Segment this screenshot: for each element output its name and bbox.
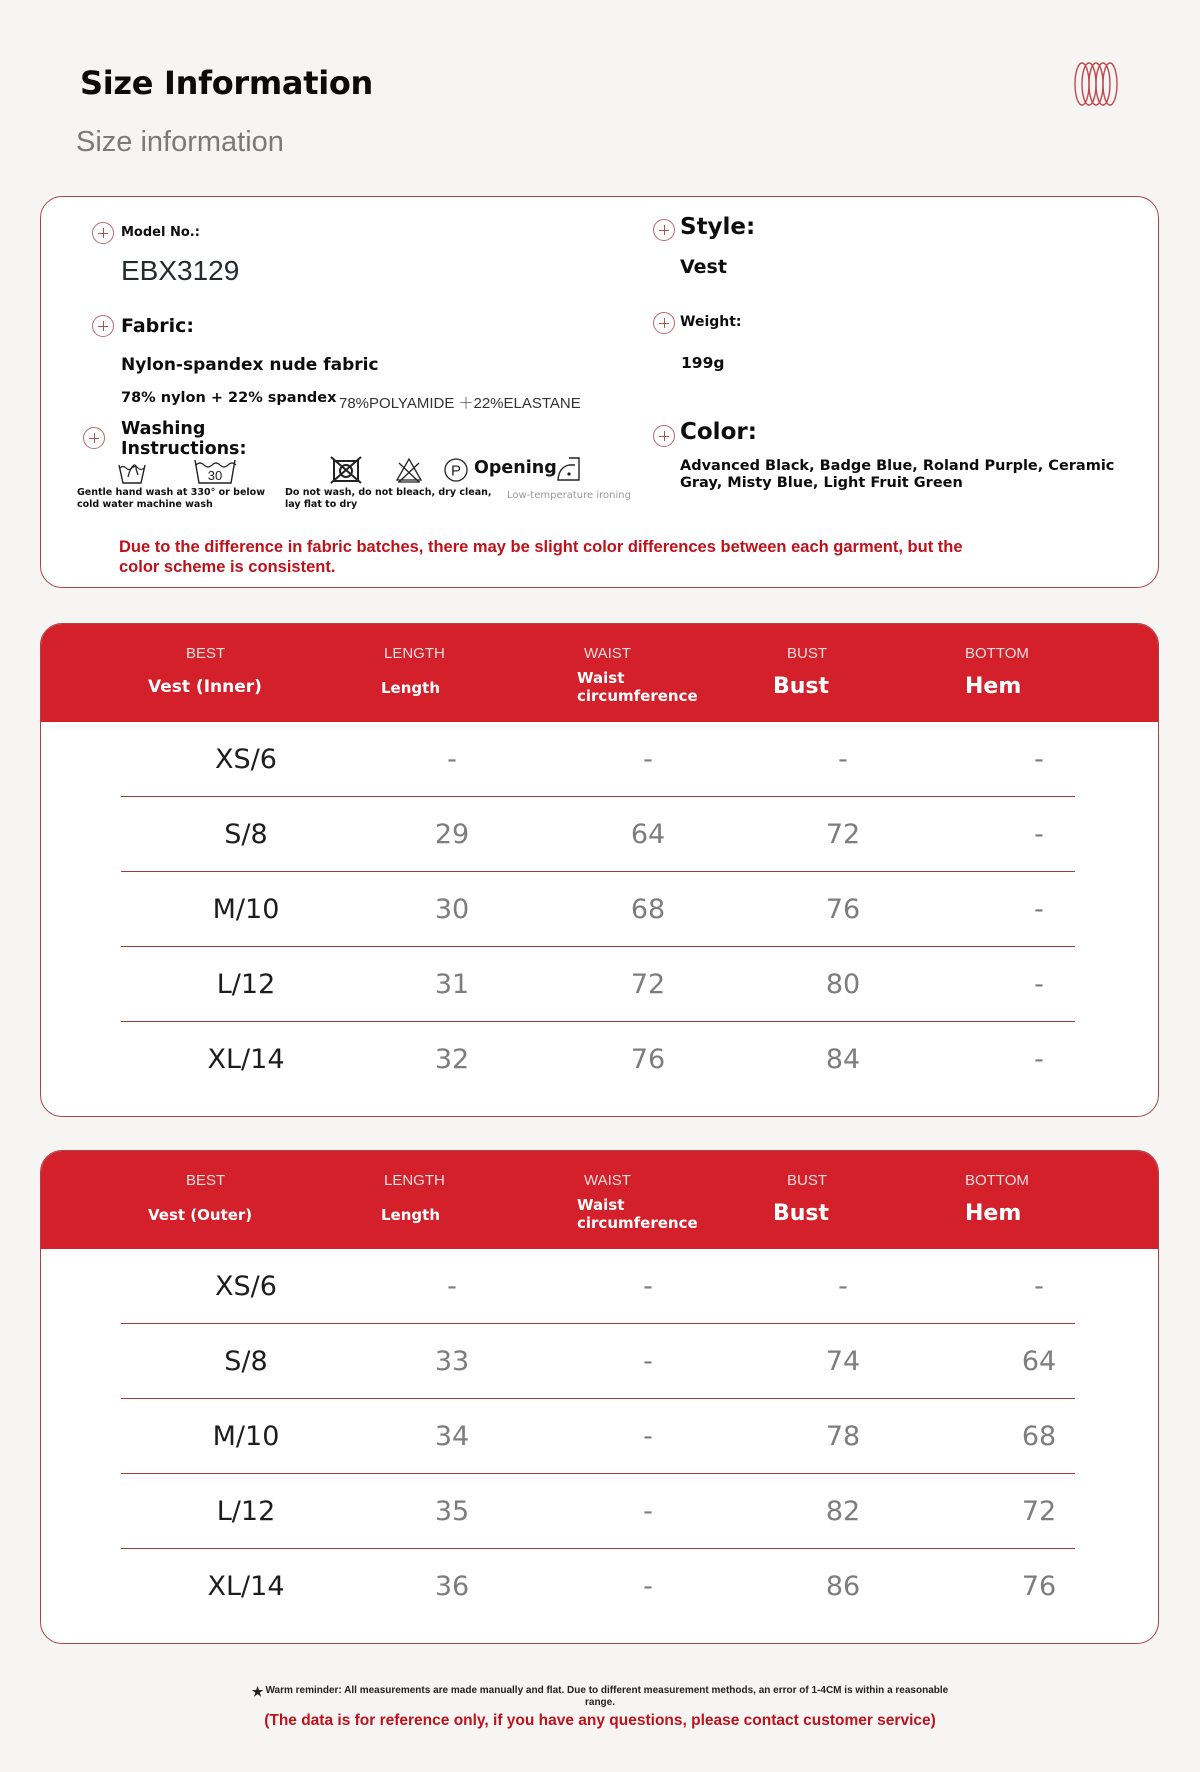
care-caption-dry: Do not wash, do not bleach, dry clean, lay flat to dry <box>285 487 492 510</box>
dry-clean-p-icon <box>443 457 469 483</box>
measurement-cell: - <box>1034 819 1044 850</box>
table-row <box>121 1324 1075 1399</box>
measurement-cell: 86 <box>825 1571 861 1602</box>
measurement-cell: 72 <box>1021 1496 1057 1527</box>
measurement-cell: - <box>1034 1271 1044 1302</box>
measurement-cell: - <box>447 1271 457 1302</box>
size-label: XS/6 <box>215 1271 277 1302</box>
table-row <box>121 1022 1075 1097</box>
size-table-inner <box>40 623 1159 1117</box>
measurement-cell: - <box>643 1496 653 1527</box>
measurement-cell: 36 <box>434 1571 470 1602</box>
fabric-composition: 78% nylon + 22% spandex <box>121 390 337 406</box>
header-col-length: LENGTH Length <box>381 645 445 697</box>
star-icon: ★ <box>251 1684 264 1699</box>
measurement-cell: - <box>1034 894 1044 925</box>
wash-30-icon <box>193 457 237 485</box>
model-label: Model No.: <box>121 225 200 240</box>
measurement-cell: - <box>1034 744 1044 775</box>
plus-circle-icon <box>653 219 675 241</box>
size-label: M/10 <box>212 894 280 925</box>
washing-label: Washing Instructions: <box>121 419 247 459</box>
measurement-cell: 76 <box>825 894 861 925</box>
weight-label: Weight: <box>680 314 742 330</box>
size-label: L/12 <box>216 969 276 1000</box>
svg-text:P: P <box>450 462 462 480</box>
measurement-cell: - <box>1034 1044 1044 1075</box>
size-label: S/8 <box>224 1346 268 1377</box>
size-label: XS/6 <box>215 744 277 775</box>
header-col-bust: BUST Bust <box>773 1172 830 1226</box>
style-value: Vest <box>680 256 727 278</box>
reminder-text: Warm reminder: All measurements are made manually and flat. Due to different measurement methods, an error of 1-4CM is within a reasonable range. <box>265 1685 949 1708</box>
measurement-cell: 34 <box>434 1421 470 1452</box>
table-row <box>121 1474 1075 1549</box>
measurement-cell: - <box>643 1571 653 1602</box>
measurement-cell: 72 <box>630 969 666 1000</box>
style-label: Style: <box>680 214 756 240</box>
table-row <box>121 947 1075 1022</box>
measurement-cell: 64 <box>1021 1346 1057 1377</box>
table-body <box>121 1249 1075 1624</box>
header-col-length: LENGTH Length <box>381 1172 445 1224</box>
size-label: XL/14 <box>207 1044 285 1075</box>
measurement-cell: 76 <box>1021 1571 1057 1602</box>
measurement-cell: - <box>643 1346 653 1377</box>
measurement-cell: - <box>643 744 653 775</box>
iron-low-icon <box>555 455 583 483</box>
size-label: S/8 <box>224 819 268 850</box>
measurement-cell: 84 <box>825 1044 861 1075</box>
measurement-cell: 32 <box>434 1044 470 1075</box>
measurement-cell: 68 <box>1021 1421 1057 1452</box>
header-col-waist: WAIST Waist circumference <box>577 1172 698 1232</box>
measurement-cell: - <box>838 1271 848 1302</box>
measurement-cell: 31 <box>434 969 470 1000</box>
product-info-card <box>40 196 1159 588</box>
measurement-reminder <box>240 1683 960 1709</box>
measurement-cell: 72 <box>825 819 861 850</box>
measurement-cell: - <box>1034 969 1044 1000</box>
measurement-cell: 76 <box>630 1044 666 1075</box>
table-row <box>121 1249 1075 1324</box>
table-row <box>121 1399 1075 1474</box>
header-col-size: BEST Vest (Inner) <box>148 645 262 697</box>
measurement-cell: 29 <box>434 819 470 850</box>
measurement-cell: 78 <box>825 1421 861 1452</box>
measurement-cell: 68 <box>630 894 666 925</box>
measurement-cell: 82 <box>825 1496 861 1527</box>
do-not-bleach-icon <box>395 457 423 483</box>
plus-circle-icon <box>92 222 114 244</box>
plus-circle-icon <box>92 315 114 337</box>
size-label: L/12 <box>216 1496 276 1527</box>
table-body <box>121 722 1075 1097</box>
measurement-cell: - <box>643 1271 653 1302</box>
do-not-tumble-dry-icon <box>329 455 363 485</box>
measurement-cell: 64 <box>630 819 666 850</box>
care-caption-wash: Gentle hand wash at 330° or below cold water machine wash <box>77 487 265 510</box>
plus-circle-icon <box>653 425 675 447</box>
opening-label: Opening <box>474 458 557 478</box>
weight-value: 199g <box>681 354 725 372</box>
color-difference-notice: Due to the difference in fabric batches, there may be slight color differences between each garment, but the color scheme is consistent. <box>119 538 963 576</box>
header-col-hem: BOTTOM Hem <box>965 645 1029 699</box>
svg-text:30: 30 <box>207 468 223 483</box>
size-label: XL/14 <box>207 1571 285 1602</box>
header-col-size: BEST Vest (Outer) <box>148 1172 253 1224</box>
table-header <box>41 1151 1158 1249</box>
header-col-bust: BUST Bust <box>773 645 830 699</box>
page-title: Size Information <box>80 64 374 102</box>
color-label: Color: <box>680 419 757 445</box>
plus-circle-icon <box>653 312 675 334</box>
header-col-hem: BOTTOM Hem <box>965 1172 1029 1226</box>
table-row <box>121 797 1075 872</box>
model-value: EBX3129 <box>121 255 240 286</box>
measurement-cell: - <box>643 1421 653 1452</box>
table-header <box>41 624 1158 722</box>
table-row <box>121 872 1075 947</box>
color-value: Advanced Black, Badge Blue, Roland Purple, Ceramic Gray, Misty Blue, Light Fruit Green <box>680 458 1115 491</box>
measurement-cell: 30 <box>434 894 470 925</box>
fabric-name: Nylon-spandex nude fabric <box>121 355 379 375</box>
size-table-outer <box>40 1150 1159 1644</box>
fabric-label: Fabric: <box>121 315 195 337</box>
measurement-cell: 35 <box>434 1496 470 1527</box>
care-caption-iron: Low-temperature ironing <box>507 490 631 501</box>
page-subtitle: Size information <box>76 126 284 158</box>
plus-circle-icon <box>83 427 105 449</box>
size-label: M/10 <box>212 1421 280 1452</box>
fabric-composition-alt: 78%POLYAMIDE ＋22%ELASTANE <box>339 395 581 412</box>
hand-wash-icon <box>117 459 147 485</box>
measurement-cell: - <box>838 744 848 775</box>
header-col-waist: WAIST Waist circumference <box>577 645 698 705</box>
measurement-cell: 80 <box>825 969 861 1000</box>
care-symbols <box>77 459 677 519</box>
reference-note: (The data is for reference only, if you have any questions, please contact customer service) <box>264 1712 936 1729</box>
measurement-cell: - <box>447 744 457 775</box>
measurement-cell: 74 <box>825 1346 861 1377</box>
coil-rings-icon <box>1072 60 1120 108</box>
table-row <box>121 722 1075 797</box>
measurement-cell: 33 <box>434 1346 470 1377</box>
table-row <box>121 1549 1075 1624</box>
